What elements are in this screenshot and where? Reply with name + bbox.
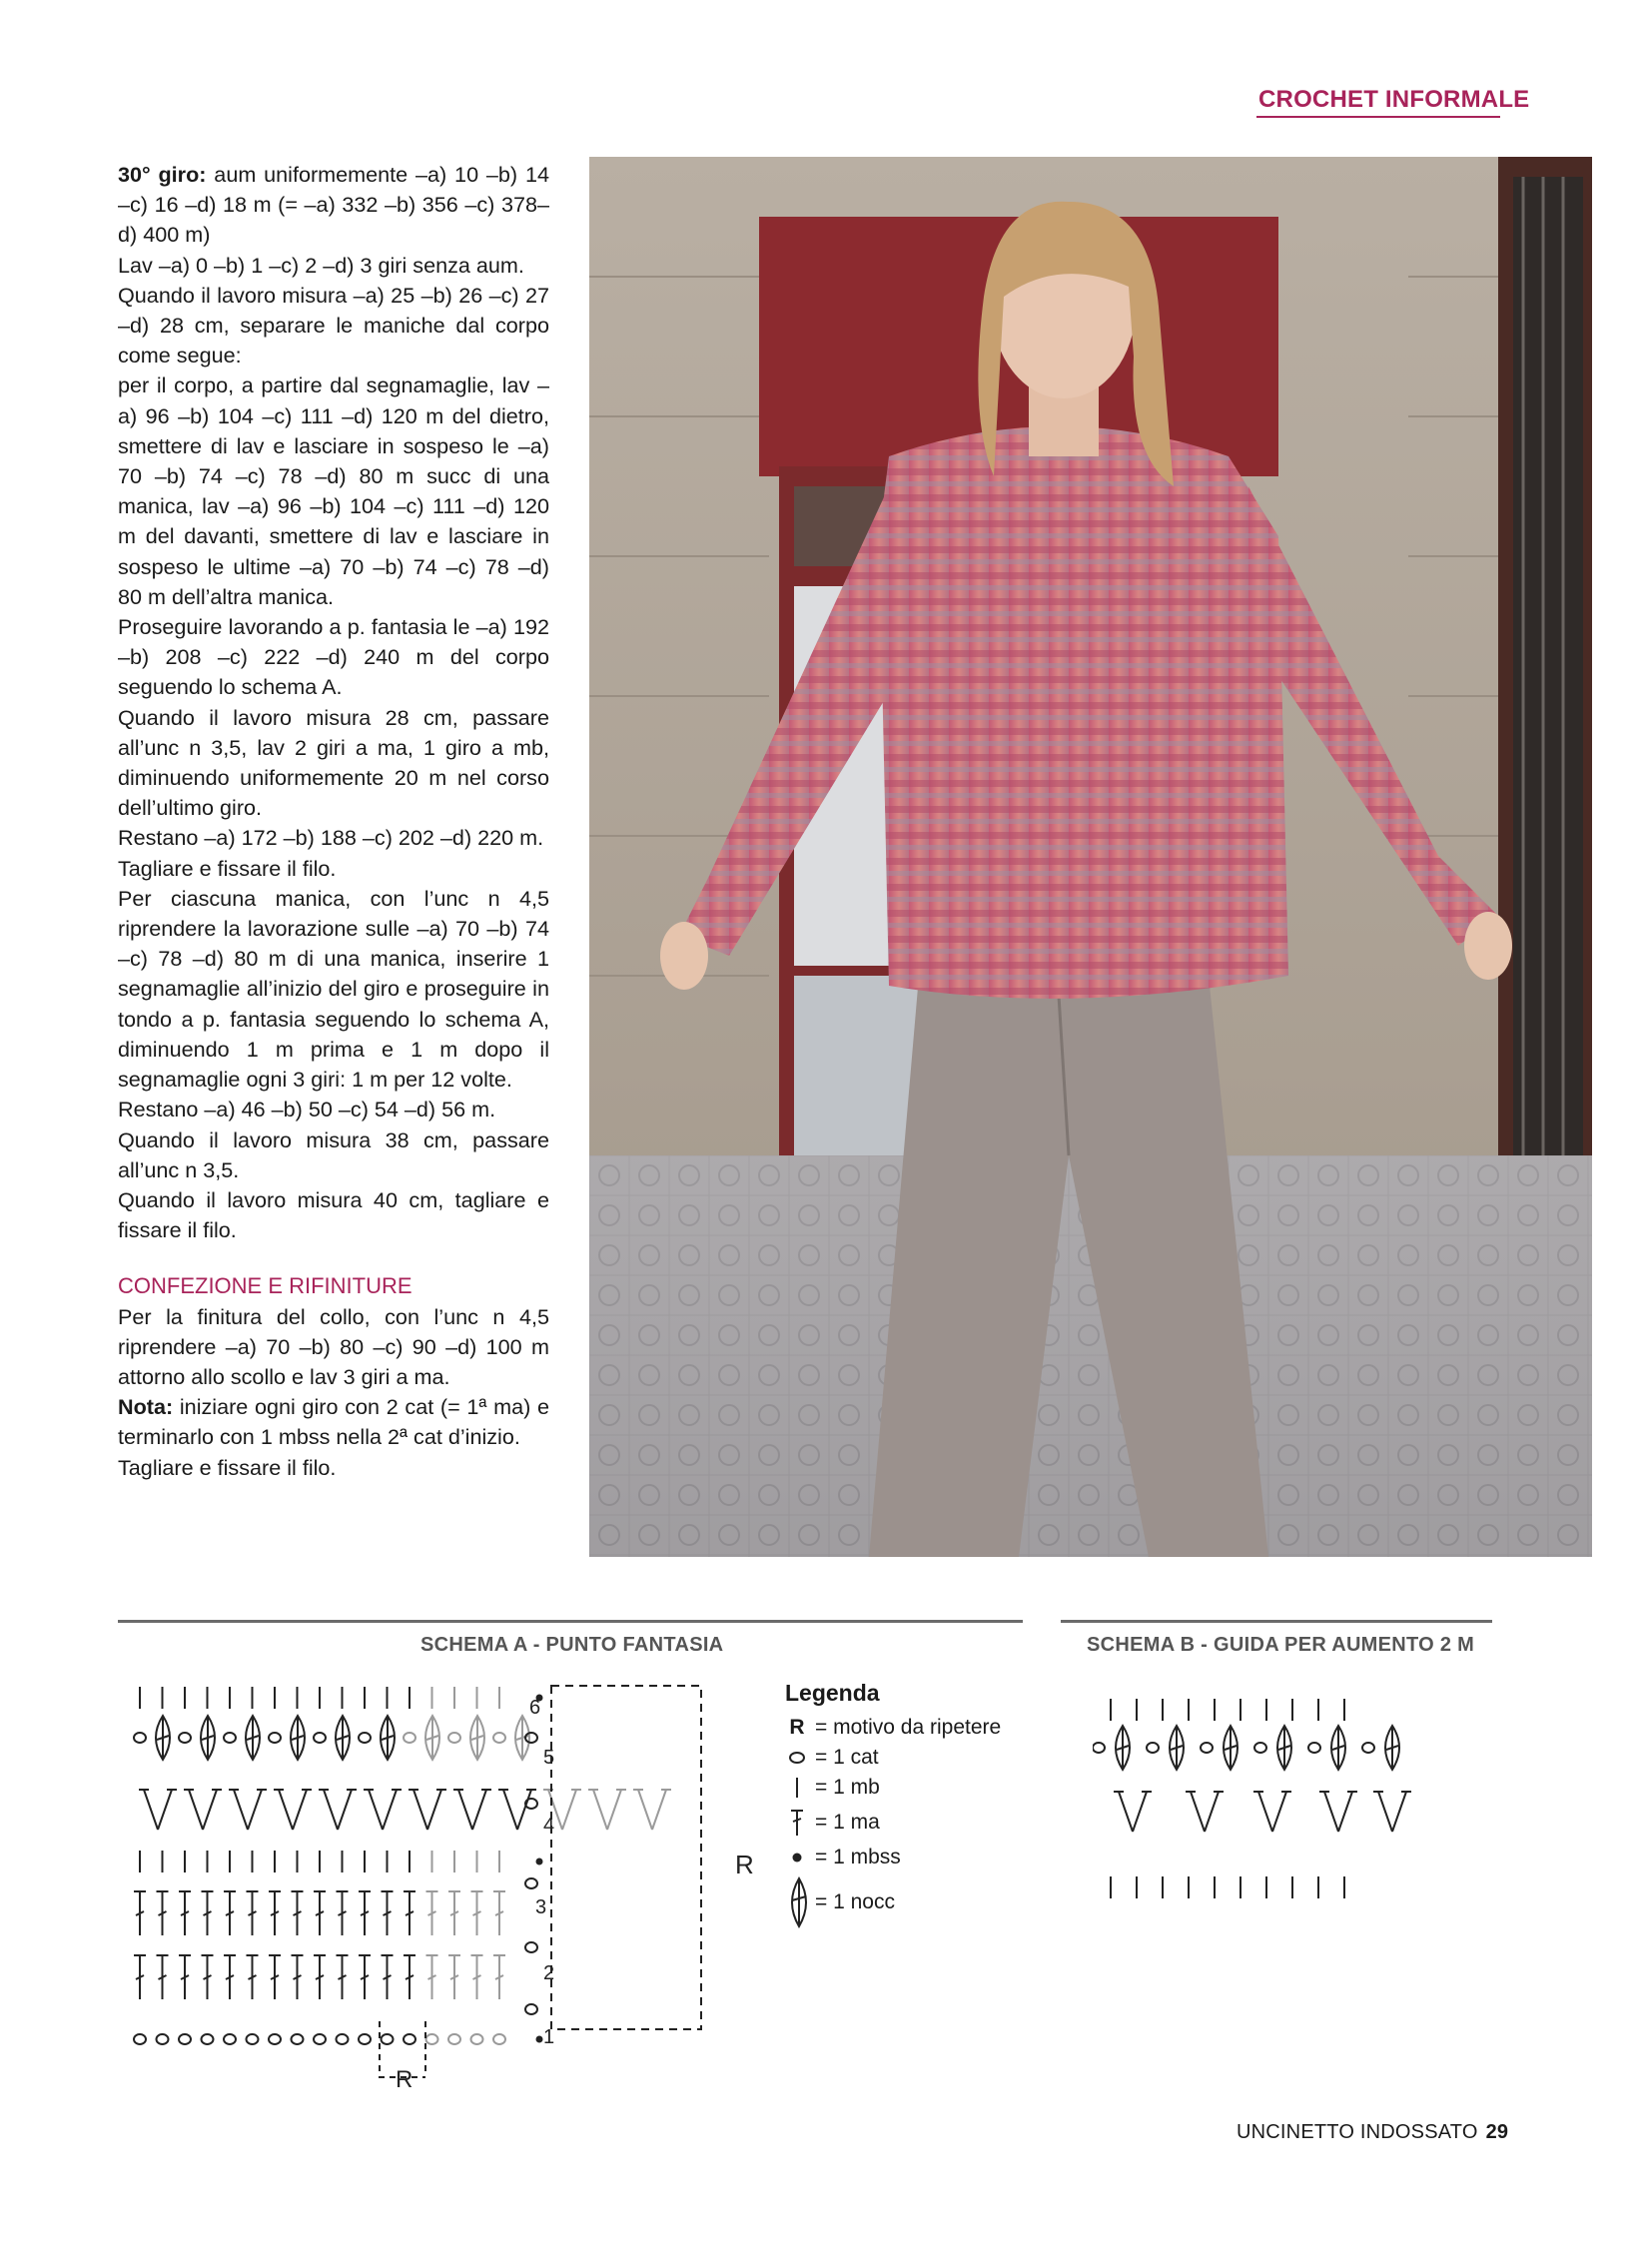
double-crochet-symbol bbox=[202, 1891, 214, 1935]
slip-stitch-icon bbox=[785, 1852, 809, 1864]
v-stitch-symbol bbox=[588, 1790, 626, 1830]
chain-symbol bbox=[224, 2034, 236, 2044]
chain-symbol bbox=[359, 1733, 371, 1743]
double-crochet-symbol bbox=[359, 1891, 371, 1935]
schema-b-chart bbox=[1093, 1698, 1432, 1927]
double-crochet-symbol bbox=[269, 1891, 281, 1935]
picot-symbol bbox=[1277, 1726, 1291, 1770]
picot-symbol bbox=[336, 1716, 350, 1760]
double-crochet-symbol bbox=[179, 1955, 191, 1999]
chain-symbol bbox=[224, 1733, 236, 1743]
magazine-name: UNCINETTO INDOSSATO bbox=[1237, 2121, 1478, 2143]
paragraph: Restano –a) 172 –b) 188 –c) 202 –d) 220 m. bbox=[118, 825, 544, 851]
chain-symbol bbox=[359, 2034, 371, 2044]
paragraph-text: aum uniformemente –a) 10 –b) 14 –c) 16 –d) 18 m (= –a) 332 –b) 356 –c) 378–d) 400 m) bbox=[118, 162, 549, 248]
double-crochet-symbol bbox=[269, 1955, 281, 1999]
slip-stitch-symbol bbox=[536, 1859, 543, 1866]
paragraph: Quando il lavoro misura 38 cm, passare all’unc n 3,5. bbox=[118, 1126, 549, 1182]
double-crochet-symbol bbox=[404, 1891, 415, 1935]
chain-symbol bbox=[448, 2034, 460, 2044]
double-crochet-symbol bbox=[247, 1891, 259, 1935]
picot-symbol bbox=[291, 1716, 305, 1760]
legend-title: Legenda bbox=[785, 1680, 880, 1706]
chain-symbol bbox=[1201, 1743, 1213, 1753]
bold-lead: Nota: bbox=[118, 1394, 174, 1420]
double-crochet-symbol bbox=[404, 1955, 415, 1999]
bold-lead: 30° giro: bbox=[118, 162, 207, 187]
legend-label: = 1 cat bbox=[815, 1746, 879, 1769]
chain-symbol bbox=[404, 1733, 415, 1743]
picot-symbol bbox=[1224, 1726, 1238, 1770]
chain-symbol bbox=[493, 2034, 505, 2044]
double-crochet-symbol bbox=[337, 1891, 349, 1935]
instructions-column bbox=[118, 160, 549, 1483]
chain-icon bbox=[785, 1751, 809, 1765]
v-stitch-symbol bbox=[139, 1790, 177, 1830]
chain-symbol bbox=[314, 1733, 326, 1743]
chain-symbol bbox=[157, 2034, 169, 2044]
repeat-icon: R bbox=[789, 1716, 805, 1739]
chain-symbol bbox=[292, 2034, 304, 2044]
picot-icon bbox=[785, 1874, 809, 1930]
schema-a-rule bbox=[118, 1620, 1023, 1623]
chain-symbol bbox=[471, 2034, 483, 2044]
v-stitch-symbol bbox=[184, 1790, 222, 1830]
double-crochet-symbol bbox=[134, 1955, 146, 1999]
paragraph bbox=[118, 1392, 549, 1452]
picot-symbol bbox=[201, 1716, 215, 1760]
double-crochet-symbol bbox=[337, 1955, 349, 1999]
v-stitch-symbol bbox=[274, 1790, 312, 1830]
legend bbox=[785, 1680, 1001, 1932]
picot-symbol bbox=[156, 1716, 170, 1760]
chain-symbol bbox=[382, 2034, 394, 2044]
chain-symbol bbox=[134, 1733, 146, 1743]
paragraph bbox=[118, 160, 549, 251]
double-crochet-symbol bbox=[426, 1891, 438, 1935]
double-crochet-symbol bbox=[292, 1955, 304, 1999]
page-footer bbox=[1237, 2121, 1508, 2144]
chain-symbol bbox=[426, 2034, 438, 2044]
v-stitch-symbol bbox=[1253, 1792, 1291, 1832]
double-crochet-symbol bbox=[493, 1891, 505, 1935]
double-crochet-symbol bbox=[426, 1955, 438, 1999]
picot-symbol bbox=[1170, 1726, 1184, 1770]
v-stitch-symbol bbox=[1319, 1792, 1357, 1832]
chain-symbol bbox=[525, 1942, 537, 1952]
page-number: 29 bbox=[1485, 2121, 1509, 2143]
double-crochet-symbol bbox=[382, 1891, 394, 1935]
row-number: 4 bbox=[543, 1815, 555, 1837]
double-crochet-symbol bbox=[471, 1955, 483, 1999]
chain-symbol bbox=[337, 2034, 349, 2044]
picot-symbol bbox=[246, 1716, 260, 1760]
double-crochet-symbol bbox=[157, 1955, 169, 1999]
chain-symbol bbox=[179, 2034, 191, 2044]
paragraph: Per ciascuna manica, con l’unc n 4,5 riprendere la lavorazione sulle –a) 70 –b) 74 –c) 78 –d) 80 m di una manica, inserire 1 segnamaglie all’inizio del giro e proseguire in tondo a p. fantasia seguendo lo schema A, diminuendo 1 m prima e 1 m dopo il segnamaglie ogni 3 giri: 1 m per 12 volte. bbox=[118, 885, 549, 1093]
double-crochet-symbol bbox=[134, 1891, 146, 1935]
legend-label: = 1 mb bbox=[815, 1776, 880, 1799]
schema-a-title: SCHEMA A - PUNTO FANTASIA bbox=[420, 1634, 724, 1656]
picot-symbol bbox=[470, 1716, 484, 1760]
double-crochet-symbol bbox=[202, 1955, 214, 1999]
legend-item bbox=[785, 1872, 1001, 1932]
chain-symbol bbox=[404, 2034, 415, 2044]
v-stitch-symbol bbox=[498, 1790, 536, 1830]
chain-symbol bbox=[1093, 1743, 1105, 1753]
row-number: 3 bbox=[535, 1896, 547, 1918]
paragraph: Quando il lavoro misura 40 cm, tagliare e fissare il filo. bbox=[118, 1186, 549, 1243]
chain-symbol bbox=[269, 1733, 281, 1743]
chain-symbol bbox=[525, 1878, 537, 1888]
double-crochet-symbol bbox=[292, 1891, 304, 1935]
v-stitch-symbol bbox=[364, 1790, 402, 1830]
paragraph: Quando il lavoro misura 28 cm, passare all’unc n 3,5, lav 2 giri a ma, 1 giro a mb, diminuendo uniformemente 20 m nel corso dell’ultimo giro. bbox=[118, 704, 549, 821]
chain-symbol bbox=[1362, 1743, 1374, 1753]
section-header: CROCHET INFORMALE bbox=[1258, 86, 1530, 113]
double-crochet-symbol bbox=[179, 1891, 191, 1935]
v-stitch-symbol bbox=[1373, 1792, 1411, 1832]
picot-symbol bbox=[1385, 1726, 1399, 1770]
double-crochet-symbol bbox=[247, 1955, 259, 1999]
double-crochet-icon bbox=[785, 1808, 809, 1838]
chain-symbol bbox=[1254, 1743, 1266, 1753]
legend-item bbox=[785, 1743, 1001, 1773]
paragraph: Tagliare e fissare il filo. bbox=[118, 1454, 337, 1480]
paragraph: Lav –a) 0 –b) 1 –c) 2 –d) 3 giri senza aum. bbox=[118, 252, 524, 278]
paragraph: Tagliare e fissare il filo. bbox=[118, 855, 337, 881]
double-crochet-symbol bbox=[471, 1891, 483, 1935]
double-crochet-symbol bbox=[382, 1955, 394, 1999]
repeat-label: R bbox=[735, 1850, 754, 1879]
picot-symbol bbox=[1116, 1726, 1130, 1770]
paragraph: Per la finitura del collo, con l’unc n 4,5 riprendere –a) 70 –b) 80 –c) 90 –d) 100 m attorno allo scollo e lav 3 giri a ma. bbox=[118, 1303, 549, 1389]
row-number: 6 bbox=[529, 1697, 541, 1719]
double-crochet-symbol bbox=[224, 1955, 236, 1999]
chain-symbol bbox=[247, 2034, 259, 2044]
legend-item bbox=[785, 1803, 1001, 1843]
double-crochet-symbol bbox=[448, 1955, 460, 1999]
header-rule bbox=[1256, 116, 1500, 118]
model-photo bbox=[589, 157, 1592, 1557]
chain-symbol bbox=[1147, 1743, 1159, 1753]
row-number: 5 bbox=[543, 1747, 555, 1769]
double-crochet-symbol bbox=[493, 1955, 505, 1999]
legend-item bbox=[785, 1713, 1001, 1743]
paragraph: Quando il lavoro misura –a) 25 –b) 26 –c) 27 –d) 28 cm, separare le maniche dal corpo come segue: bbox=[118, 282, 549, 369]
chain-symbol bbox=[493, 1733, 505, 1743]
picot-symbol bbox=[425, 1716, 439, 1760]
paragraph-text: iniziare ogni giro con 2 cat (= 1ª ma) e terminarlo con 1 mbss nella 2ª cat d’inizio. bbox=[118, 1394, 549, 1450]
v-stitch-symbol bbox=[409, 1790, 446, 1830]
section-title: CONFEZIONE E RIFINITURE bbox=[118, 1273, 413, 1299]
chain-symbol bbox=[314, 2034, 326, 2044]
paragraph: Restano –a) 46 –b) 50 –c) 54 –d) 56 m. bbox=[118, 1097, 496, 1122]
repeat-label: R bbox=[396, 2066, 413, 2087]
chain-symbol bbox=[179, 1733, 191, 1743]
v-stitch-symbol bbox=[453, 1790, 491, 1830]
v-stitch-symbol bbox=[1114, 1792, 1152, 1832]
schema-b-rule bbox=[1061, 1620, 1492, 1623]
picot-symbol bbox=[381, 1716, 395, 1760]
single-crochet-icon bbox=[785, 1777, 809, 1799]
legend-item bbox=[785, 1843, 1001, 1872]
row-number: 1 bbox=[543, 2026, 555, 2048]
legend-label: = motivo da ripetere bbox=[815, 1716, 1002, 1739]
chain-symbol bbox=[525, 1733, 537, 1743]
double-crochet-symbol bbox=[448, 1891, 460, 1935]
picot-symbol bbox=[1331, 1726, 1345, 1770]
double-crochet-symbol bbox=[314, 1955, 326, 1999]
chain-symbol bbox=[134, 2034, 146, 2044]
paragraph: per il corpo, a partire dal segnamaglie, lav –a) 96 –b) 104 –c) 111 –d) 120 m del dietro, smettere di lav e lasciare in sospeso le –a) 70 –b) 74 –c) 78 –d) 80 m succ di una manica, lav –a) 96 –b) 104 –c) 111 –d) 120 m del davanti, smettere di lav e lasciare in sospeso le ultime –a) 70 –b) 74 –c) 78 –d) 80 m dell’altra manica. bbox=[118, 373, 549, 609]
chain-symbol bbox=[1308, 1743, 1320, 1753]
row-number: 2 bbox=[543, 1962, 555, 1984]
schema-a-chart bbox=[126, 1678, 765, 2087]
v-stitch-symbol bbox=[229, 1790, 267, 1830]
double-crochet-symbol bbox=[224, 1891, 236, 1935]
picot-symbol bbox=[515, 1716, 529, 1760]
chain-symbol bbox=[269, 2034, 281, 2044]
v-stitch-symbol bbox=[319, 1790, 357, 1830]
v-stitch-symbol bbox=[1186, 1792, 1224, 1832]
double-crochet-symbol bbox=[359, 1955, 371, 1999]
schema-b-title: SCHEMA B - GUIDA PER AUMENTO 2 M bbox=[1087, 1634, 1475, 1656]
paragraph: Proseguire lavorando a p. fantasia le –a) 192 –b) 208 –c) 222 –d) 240 m del corpo seguendo lo schema A. bbox=[118, 614, 549, 700]
v-stitch-symbol bbox=[633, 1790, 671, 1830]
chain-symbol bbox=[448, 1733, 460, 1743]
legend-item bbox=[785, 1773, 1001, 1803]
double-crochet-symbol bbox=[157, 1891, 169, 1935]
chain-symbol bbox=[525, 2004, 537, 2014]
legend-label: = 1 mbss bbox=[815, 1846, 901, 1868]
legend-label: = 1 nocc bbox=[815, 1890, 895, 1913]
double-crochet-symbol bbox=[314, 1891, 326, 1935]
slip-stitch-symbol bbox=[536, 2036, 543, 2043]
legend-label: = 1 ma bbox=[815, 1811, 880, 1834]
chain-symbol bbox=[202, 2034, 214, 2044]
